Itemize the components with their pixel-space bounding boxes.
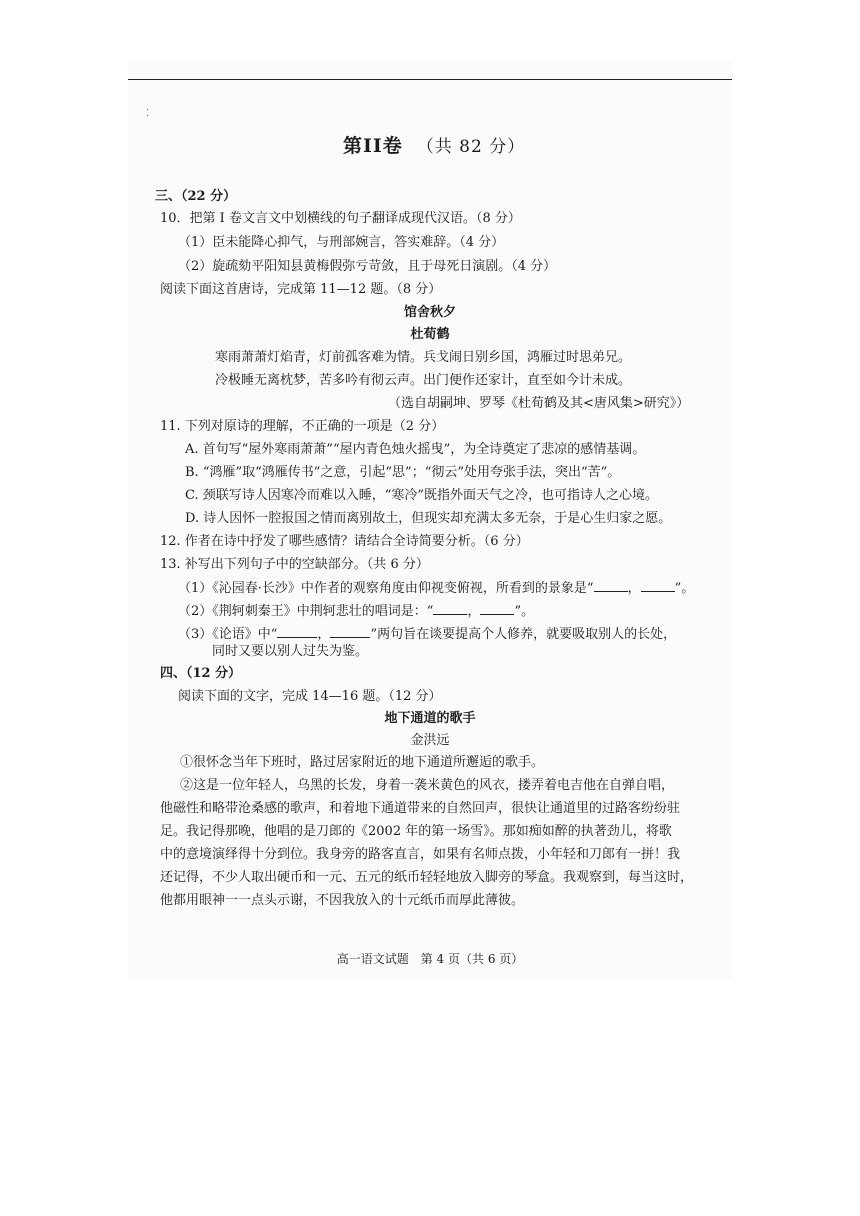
answer-blank[interactable] <box>277 625 317 638</box>
top-rule <box>128 79 732 80</box>
section-title: 第II卷 <box>343 135 403 157</box>
question-11: 11. 下列对原诗的理解，不正确的一项是（2 分） <box>160 419 445 434</box>
paragraph-2-line: ②这是一位年轻人，乌黑的长发，身着一袭米黄色的风衣，搂弄着电吉他在自弹自唱， <box>180 778 675 793</box>
poem-author: 杜荀鹤 <box>410 327 450 342</box>
question-13-2: （2）《荆轲刺秦王》中荆轲悲壮的唱词是：“ ， ”。 <box>178 604 535 619</box>
option-b: B. “鸿雁”取“鸿雁传书”之意，引起“思”；“彻云”处用夸张手法，突出“苦”。 <box>185 465 621 480</box>
question-13-2-text: （2）《荆轲刺秦王》中荆轲悲壮的唱词是：“ <box>178 604 434 619</box>
answer-blank[interactable] <box>641 579 675 592</box>
reading-instruction: 阅读下面的文字，完成 14—16 题。（12 分） <box>178 689 442 704</box>
paragraph-2-line: 还记得，不少人取出硬币和一元、五元的纸币轻轻地放入脚旁的琴盒。我观察到，每当这时， <box>160 870 694 885</box>
question-13-3-text: （3）《论语》中“ <box>178 627 278 642</box>
section-3-heading: 三、（22 分） <box>155 189 237 204</box>
answer-blank[interactable] <box>433 602 467 615</box>
paragraph-2-line: 足。我记得那晚，他唱的是刀郎的《2002 年的第一场雪》。那如痴如醉的执著劲儿，将歌 <box>160 824 672 839</box>
page-footer: 高一语文试题 第 4 页（共 6 页） <box>336 952 524 966</box>
question-13-1: （1）《沁园春·长沙》中作者的观察角度由仰视变俯视，所看到的景象是“ ， ”。 <box>178 581 695 596</box>
section-4-heading: 四、（12 分） <box>160 666 242 681</box>
scan-speck: ⁚ <box>146 108 150 119</box>
answer-blank[interactable] <box>330 625 370 638</box>
option-c: C. 颈联写诗人因寒冷而难以入睡，“寒冷”既指外面天气之冷，也可指诗人之心境。 <box>185 488 659 503</box>
paragraph-1: ①很怀念当年下班时，路过居家附近的地下通道所邂逅的歌手。 <box>180 755 545 770</box>
option-d: D. 诗人因怀一腔报国之情而离别故土，但现实却充满太多无奈，于是心生归家之愿。 <box>185 511 672 526</box>
question-13-1-text: （1）《沁园春·长沙》中作者的观察角度由仰视变俯视，所看到的景象是“ <box>178 581 594 596</box>
section-score: （共 82 分） <box>416 137 526 157</box>
article-author: 金洪远 <box>410 733 450 748</box>
question-10-2: （2）旋疏劾平阳知县黄梅假弥亏苛敛，且于母死日演剧。（4 分） <box>178 259 557 274</box>
poem-title: 馆舍秋夕 <box>403 305 456 320</box>
question-13-3-continued: 同时又要以别人过失为鉴。 <box>212 644 369 659</box>
poem-line: 寒雨萧萧灯焰青，灯前孤客难为情。兵戈闹日别乡国，鸿雁过时思弟兄。 <box>215 350 632 365</box>
poem-line: 冷极睡无离枕梦，苦多吟有彻云声。出门便作还家计，直至如今计未成。 <box>215 373 632 388</box>
page-title <box>343 137 525 156</box>
paragraph-2-line: 他磁性和略带沧桑感的歌声，和着地下通道带来的自然回声，很快让通道里的过路客纷纷驻 <box>160 801 681 816</box>
option-a: A. 首句写“屋外寒雨萧萧”“屋内青色烛火摇曳”，为全诗奠定了悲凉的感情基调。 <box>185 442 646 457</box>
answer-blank[interactable] <box>594 579 628 592</box>
question-12: 12. 作者在诗中抒发了哪些感情？请结合全诗简要分析。（6 分） <box>160 534 529 549</box>
paragraph-2-line: 中的意境演绎得十分到位。我身旁的路客直言，如果有名师点拨，小年轻和刀郎有一拼！我 <box>160 847 681 862</box>
article-title: 地下通道的歌手 <box>384 711 476 726</box>
question-13: 13. 补写出下列句子中的空缺部分。（共 6 分） <box>160 557 429 572</box>
question-10-1: （1）臣未能降心抑气，与刑部婉言，答实难辞。（4 分） <box>178 235 505 250</box>
answer-blank[interactable] <box>480 602 514 615</box>
poem-instruction: 阅读下面这首唐诗，完成第 11—12 题。（8 分） <box>160 282 442 297</box>
question-10: 10．把第 I 卷文言文中划横线的句子翻译成现代汉语。（8 分） <box>160 211 521 226</box>
question-13-3: （3）《论语》中“ ， ”两句旨在谈要提高个人修养，就要吸取别人的长处， <box>178 627 677 642</box>
paragraph-2-line: 他都用眼神一一点头示谢，不因我放入的十元纸币而厚此薄彼。 <box>160 893 525 908</box>
poem-source: （选自胡嗣坤、罗琴《杜荀鹤及其<唐风集>研究》） <box>388 396 690 411</box>
question-13-3-tail: ”两句旨在谈要提高个人修养，就要吸取别人的长处， <box>370 627 677 642</box>
